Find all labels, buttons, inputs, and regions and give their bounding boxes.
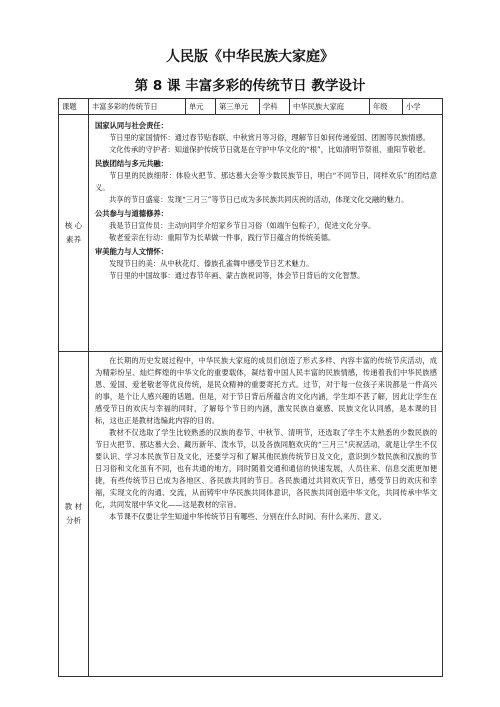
paragraph: 发现节日的美：从中秋花灯、傣族孔雀舞中感受节日艺术魅力。	[109, 259, 314, 268]
textbook-analysis-content	[89, 352, 443, 677]
subject-label: 学科	[260, 99, 290, 115]
unit-label: 单元	[186, 99, 216, 115]
paragraph: 文化传承的守护者：知道保护传统节日就是在守护中华文化的“根”，比如清明节祭祖、重阳节敬老。	[109, 145, 431, 154]
topic-label: 课题	[59, 99, 89, 115]
core-literacy-content	[89, 115, 443, 352]
section-heading: 民族团结与多元共融：	[95, 159, 168, 168]
paragraph: 在长期的历史发展过程中，中华民族大家庭的成员们创造了形式多样、内容丰富的传统节庆活动，成为精彩纷呈、灿烂辉煌的中华文化的重要载体，凝结着中国人民丰富的民族情感，传递着我们中华民族感恩、爱国、爱老敬老等优良传统，是民众精神的重要寄托方式。过节，对于每一位孩子来说都是一件高兴的事，是个让人感兴趣的话题。但是，对于节日背后所蕴含的文化内涵，学生却不甚了解，因此让学生在感受节日的欢庆与幸福的同时，了解每个节日的内涵，激发民族自豪感、民族文化认同感，是本课的目标，这也正是教材选编此内容的目的。	[95, 356, 437, 425]
core-literacy-row	[59, 115, 443, 352]
textbook-analysis-label: 教 材 分析	[59, 352, 89, 677]
core-literacy-label: 核 心 素养	[59, 115, 89, 352]
paragraph: 教材不仅选取了学生比较熟悉的汉族的春节、中秋节、清明节，还选取了学生不太熟悉的少数民族的节日火把节、那达慕大会、藏历新年、泼水节，以及各族同胞欢庆的“三月三”庆祝活动，就是让学生不仅要认识、学习本民族节日及文化，还要学习和了解其他民族传统节日及文化，意识到少数民族和汉族的节日习俗和文化虽有不同，也有共通的地方，同时随着交通和通信的快速发展，人员往来、信息交流更加便捷，有些传统节日已成为各地区、各民族共同的节日。各民族通过共同欢庆节日，感受节日的欢庆和幸福，实现文化的沟通、交流，从而铸牢中华民族共同体意识，各民族共同创造中华文化，共同传承中华文化，共同发展中华文化——这是教材的宗旨。	[95, 428, 437, 509]
section-heading: 审美能力与人文情怀：	[95, 247, 168, 256]
grade-value: 小学	[403, 99, 443, 115]
table-header-row	[59, 99, 443, 115]
paragraph: 节日里的家国情怀：通过春节贴春联、中秋赏月等习俗，理解节日如何传递爱国、团圆等民族情感。	[109, 133, 431, 142]
lesson-plan-table	[58, 98, 443, 677]
paragraph: 我是节日宣传员：主动向同学介绍家乡节日习俗（如端午包粽子），促进文化分享。	[109, 221, 376, 230]
lesson-title: 第 8 课 丰富多彩的传统节日 教学设计	[134, 78, 366, 94]
paragraph: 本节课不仅要让学生知道中华传统节日有哪些、分别在什么时间、有什么来历、意义、	[109, 512, 387, 521]
paragraph: 节日里的中国故事：通过春节年画、蒙古族祝词等，体会节日背后的文化智慧。	[109, 271, 365, 280]
subject-value: 中华民族大家庭	[290, 99, 370, 115]
section-heading: 国家认同与社会责任：	[95, 121, 168, 130]
section-heading: 公共参与与道德修养：	[95, 209, 168, 218]
topic-value: 丰富多彩的传统节日	[89, 99, 186, 115]
grade-label: 年级	[370, 99, 403, 115]
textbook-analysis-row	[59, 352, 443, 677]
paragraph: 节日里的民族细带：体验火把节、那达慕大会等少数民族节日，明白“不同节日，同样欢乐”的团结意义。	[95, 171, 437, 192]
paragraph: 共享的节日盛宴：发现“三月三”等节日已成为多民族共同庆祝的活动，体现文化交融的魅力。	[109, 195, 409, 204]
unit-value: 第三单元	[216, 99, 260, 115]
document-title: 人民版《中华民族大家庭》	[166, 49, 334, 65]
paragraph: 敬老爱亲在行动：重阳节为长辈做一件事，践行节日蕴含的传统美德。	[109, 233, 336, 242]
